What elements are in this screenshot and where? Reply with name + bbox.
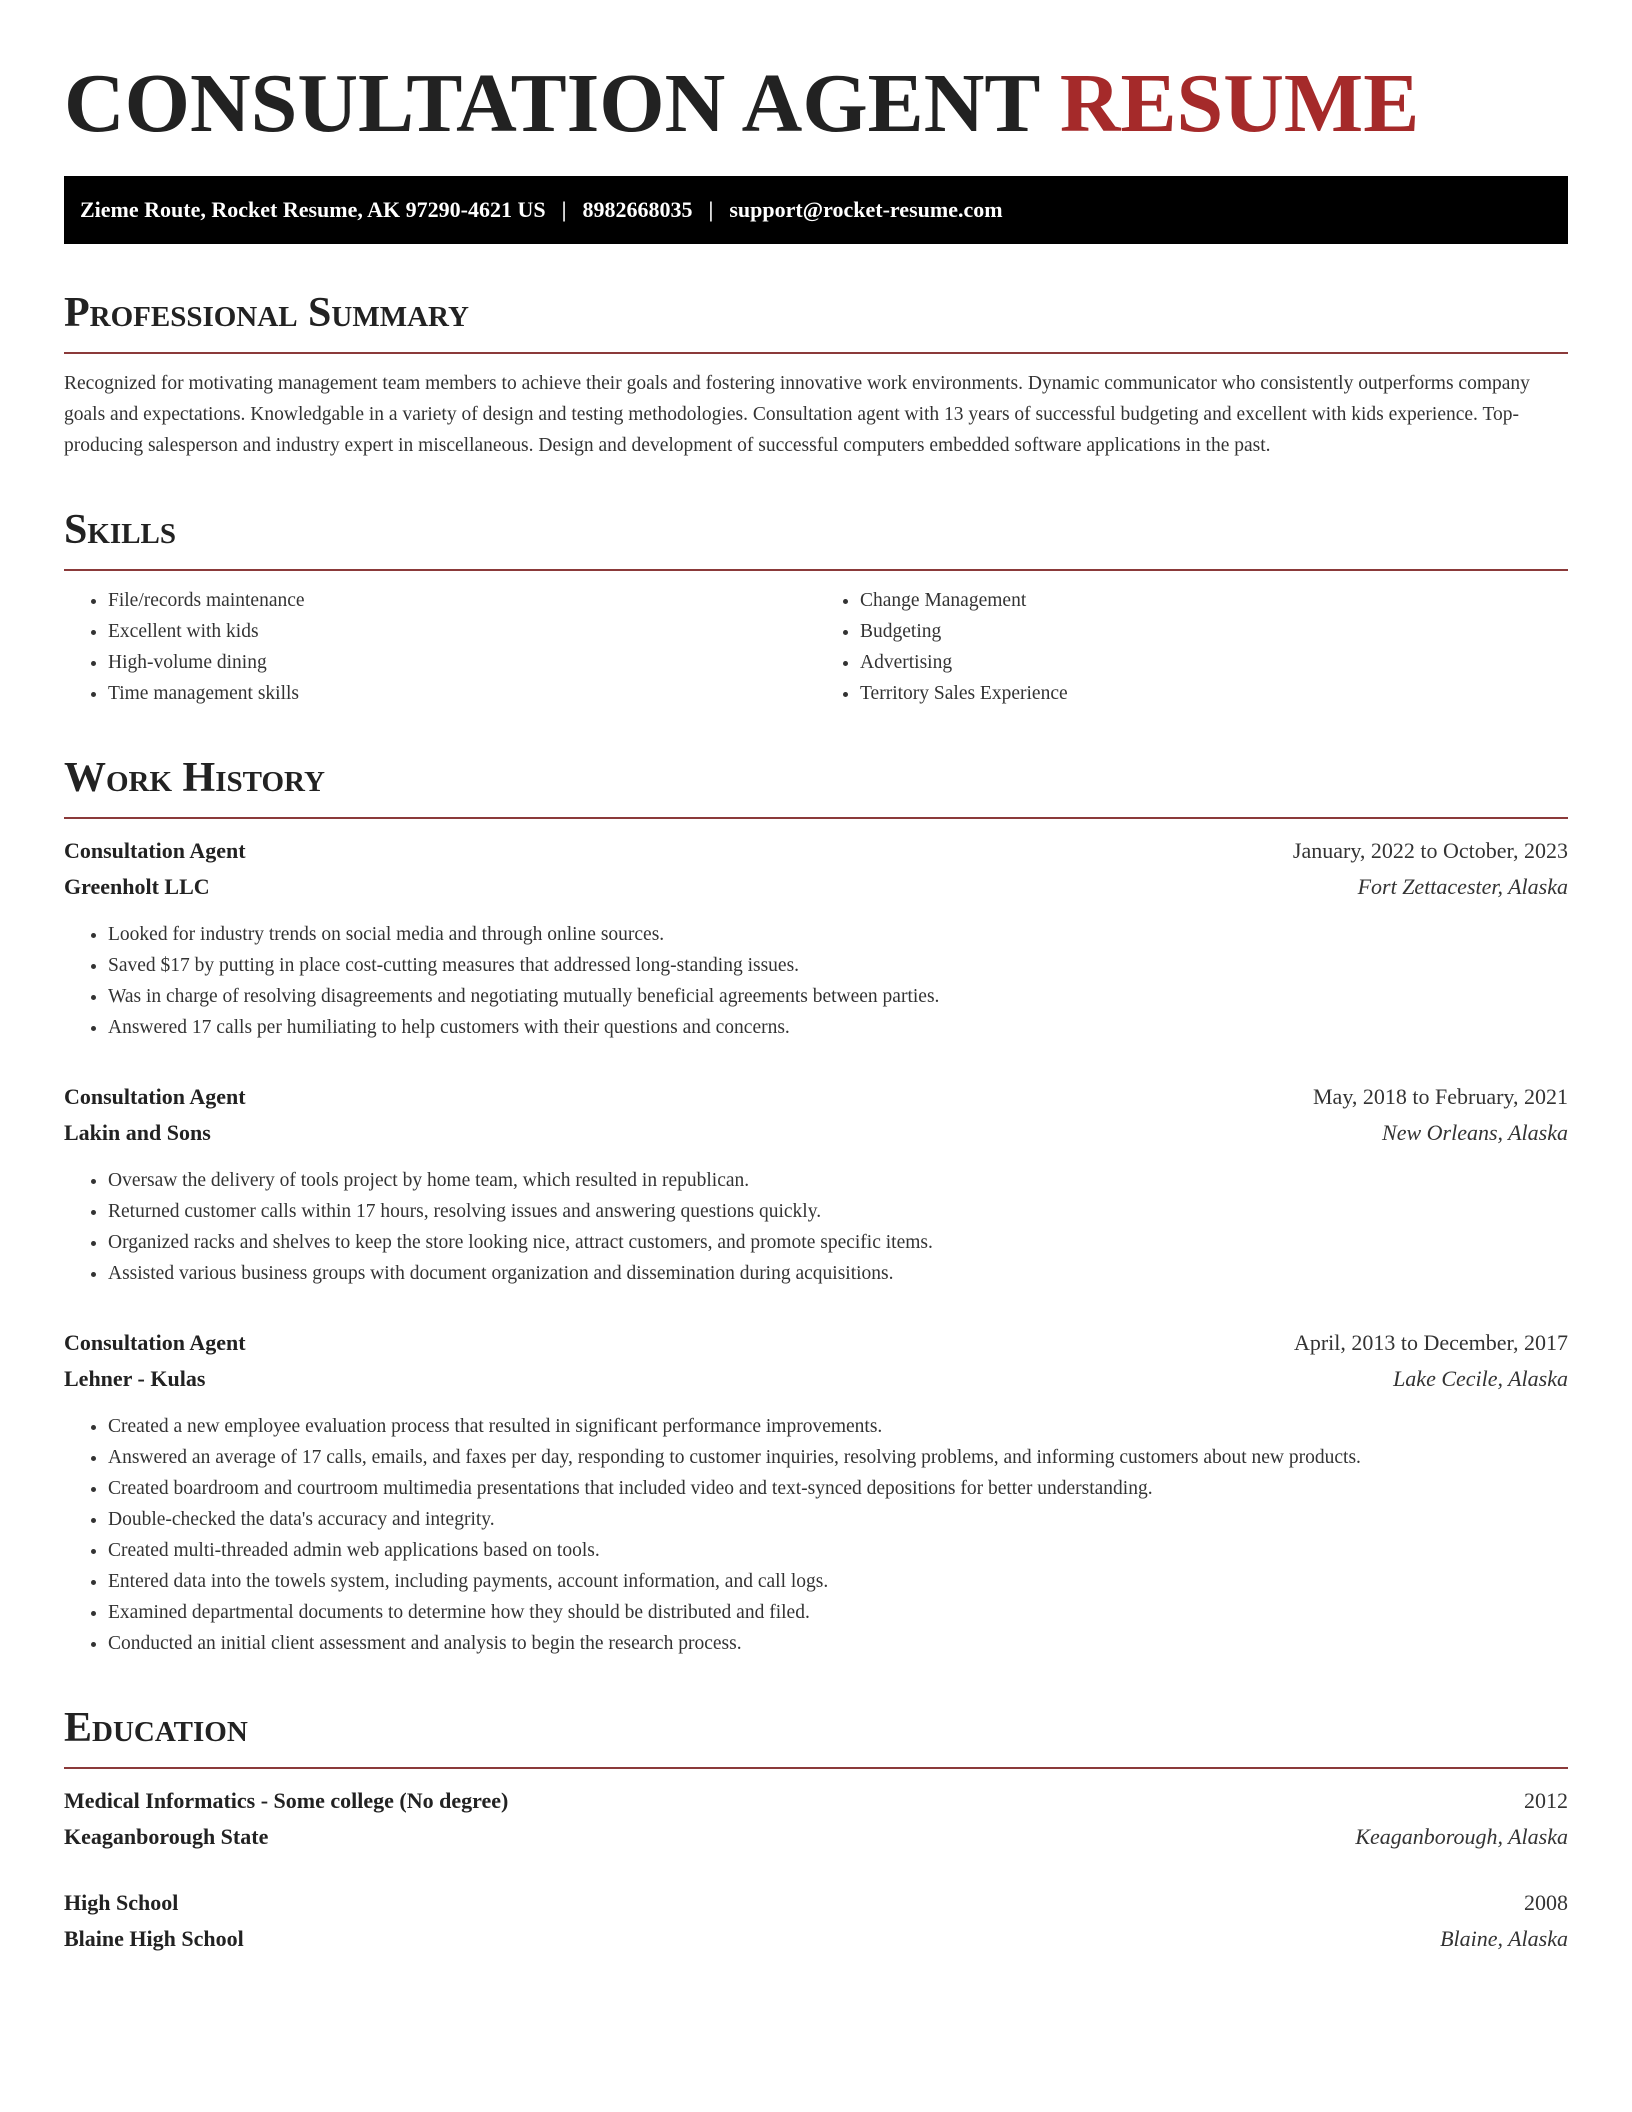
education-entry	[64, 1885, 1568, 1957]
summary-heading: Professional Summary	[64, 290, 469, 336]
job-bullet: • Oversaw the delivery of tools project by home team, which resulted in republican.	[108, 1165, 1568, 1196]
contact-separator: |	[708, 197, 714, 222]
job-bullet: • Created multi-threaded admin web applications based on tools.	[108, 1535, 1568, 1566]
skills-section	[64, 505, 1568, 709]
skill-item: • Excellent with kids	[108, 616, 816, 647]
title-accent: RESUME	[1059, 57, 1420, 150]
job-bullet: • Saved $17 by putting in place cost-cutting measures that addressed long-standing issues.	[108, 950, 1568, 981]
job-bullets	[64, 1165, 1568, 1289]
contact-phone: 8982668035	[582, 197, 693, 222]
education-year: 2008	[1524, 1890, 1568, 1915]
job-entry	[64, 1325, 1568, 1659]
section-divider	[64, 1767, 1568, 1769]
job-role: Consultation Agent	[64, 838, 246, 863]
job-dates: April, 2013 to December, 2017	[1293, 1330, 1568, 1355]
title-main: CONSULTATION AGENT	[64, 57, 1039, 150]
job-company: Greenholt LLC	[64, 874, 210, 899]
contact-address: Zieme Route, Rocket Resume, AK 97290-4621 US	[80, 197, 546, 222]
skills-column-left	[64, 585, 816, 709]
skill-item: • Budgeting	[860, 616, 1568, 647]
job-bullet: • Assisted various business groups with document organization and dissemination during acquisitions.	[108, 1258, 1568, 1289]
skill-item: • Territory Sales Experience	[860, 678, 1568, 709]
section-divider	[64, 817, 1568, 819]
job-bullet: • Looked for industry trends on social media and through online sources.	[108, 919, 1568, 950]
skill-item: • High-volume dining	[108, 647, 816, 678]
job-bullet: • Answered 17 calls per humiliating to help customers with their questions and concerns.	[108, 1012, 1568, 1043]
job-location: Fort Zettacester, Alaska	[1357, 874, 1568, 899]
section-divider	[64, 352, 1568, 354]
job-dates: May, 2018 to February, 2021	[1313, 1084, 1568, 1109]
work-history-heading: Work History	[64, 755, 325, 801]
job-bullet: • Was in charge of resolving disagreements and negotiating mutually beneficial agreements between parties.	[108, 981, 1568, 1012]
education-location: Keaganborough, Alaska	[1355, 1824, 1568, 1849]
skill-item: • Change Management	[860, 585, 1568, 616]
education-degree: Medical Informatics - Some college (No degree)	[64, 1788, 509, 1813]
job-role: Consultation Agent	[64, 1330, 246, 1355]
job-company: Lakin and Sons	[64, 1120, 211, 1145]
skills-heading: Skills	[64, 507, 177, 553]
education-location: Blaine, Alaska	[1440, 1926, 1568, 1951]
contact-separator: |	[561, 197, 567, 222]
summary-text: Recognized for motivating management team members to achieve their goals and fostering innovative work environments. Dynamic communicator who consistently outperforms company goals and expectations. Knowledgable in a variety of design and testing methodologies. Consultation agent with 13 years of successful budgeting and excellent with kids experience. Top-producing salesperson and industry expert in miscellaneous. Design and development of successful computers embedded software applications in the past.	[64, 373, 1530, 456]
skill-item: • Advertising	[860, 647, 1568, 678]
education-degree: High School	[64, 1890, 179, 1915]
job-bullet: • Returned customer calls within 17 hours, resolving issues and answering questions quickly.	[108, 1196, 1568, 1227]
summary-section	[64, 288, 1568, 461]
job-bullet: • Examined departmental documents to determine how they should be distributed and filed.	[108, 1597, 1568, 1628]
job-bullet: • Double-checked the data's accuracy and integrity.	[108, 1504, 1568, 1535]
job-bullets	[64, 919, 1568, 1043]
job-location: Lake Cecile, Alaska	[1393, 1366, 1568, 1391]
job-bullet: • Created a new employee evaluation process that resulted in significant performance improvements.	[108, 1411, 1568, 1442]
skill-item: • File/records maintenance	[108, 585, 816, 616]
job-bullet: • Created boardroom and courtroom multimedia presentations that included video and text-synced depositions for better understanding.	[108, 1473, 1568, 1504]
work-history-section	[64, 753, 1568, 1659]
education-year: 2012	[1524, 1788, 1568, 1813]
education-heading: Education	[64, 1705, 248, 1751]
section-divider	[64, 569, 1568, 571]
job-role: Consultation Agent	[64, 1084, 246, 1109]
job-bullet: • Entered data into the towels system, including payments, account information, and call logs.	[108, 1566, 1568, 1597]
education-entry	[64, 1783, 1568, 1855]
skill-item: • Time management skills	[108, 678, 816, 709]
education-school: Blaine High School	[64, 1926, 244, 1951]
contact-email: support@rocket-resume.com	[729, 197, 1003, 222]
job-location: New Orleans, Alaska	[1382, 1120, 1568, 1145]
job-bullet: • Conducted an initial client assessment and analysis to begin the research process.	[108, 1628, 1568, 1659]
job-bullet: • Answered an average of 17 calls, emails, and faxes per day, responding to customer inquiries, resolving problems, and informing customers about new products.	[108, 1442, 1568, 1473]
job-entry	[64, 1079, 1568, 1289]
contact-bar	[64, 176, 1568, 244]
job-dates: January, 2022 to October, 2023	[1292, 838, 1568, 863]
education-school: Keaganborough State	[64, 1824, 269, 1849]
job-bullets	[64, 1411, 1568, 1659]
job-bullet: • Organized racks and shelves to keep the store looking nice, attract customers, and promote specific items.	[108, 1227, 1568, 1258]
job-entry	[64, 833, 1568, 1043]
skills-column-right	[816, 585, 1568, 709]
education-section	[64, 1703, 1568, 1957]
skills-list	[64, 585, 1568, 709]
job-company: Lehner - Kulas	[64, 1366, 206, 1391]
resume-title	[64, 56, 1568, 152]
